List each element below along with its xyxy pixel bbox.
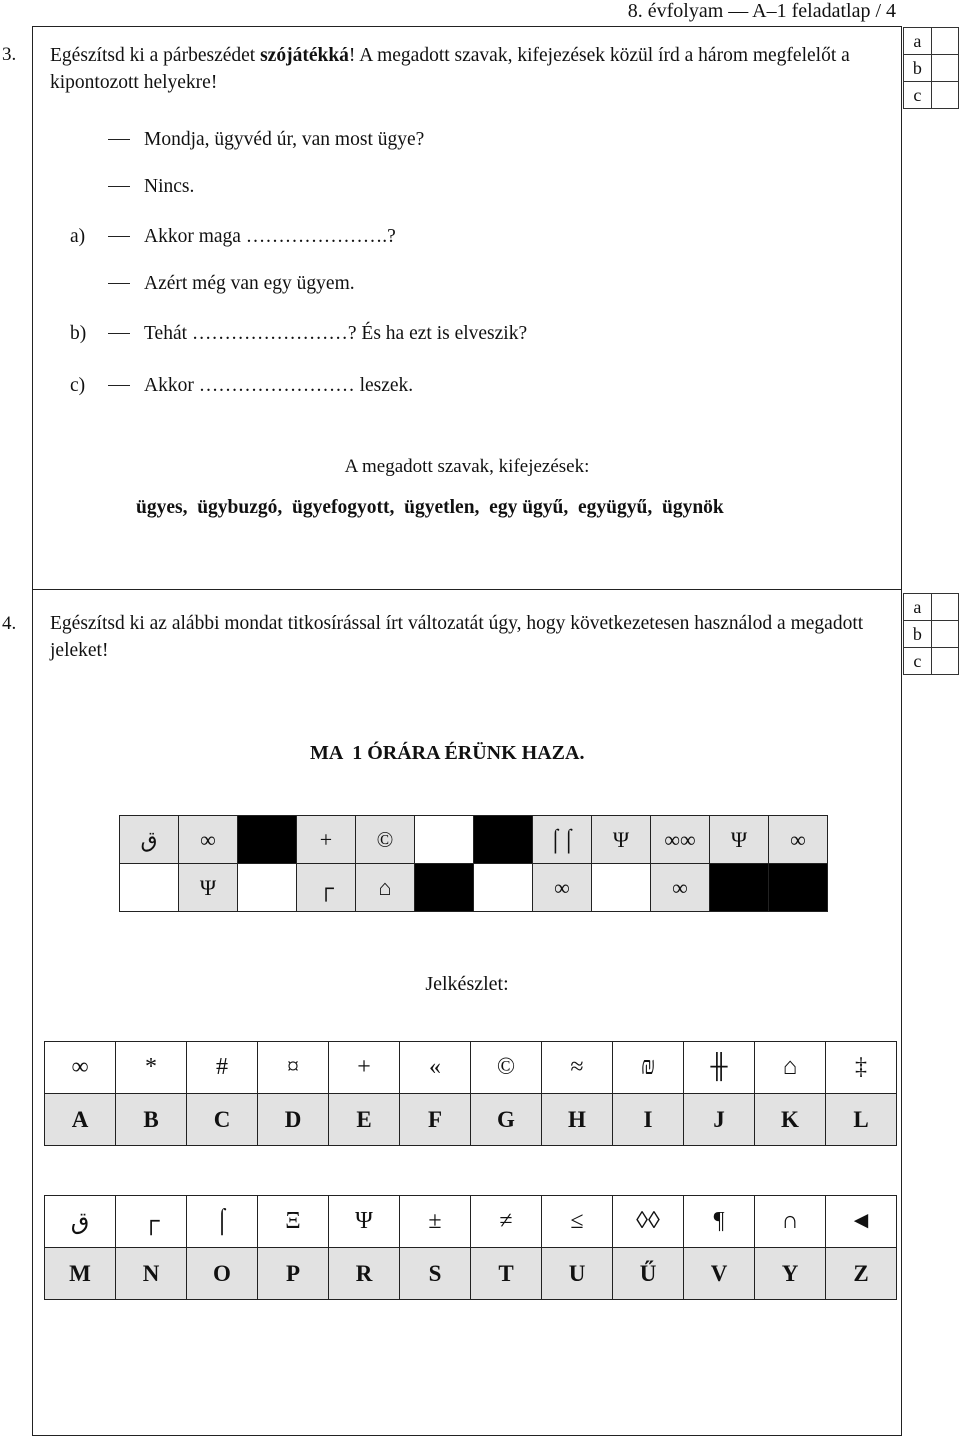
charset-symbol: ₪ [613,1042,684,1094]
dialogue-letter: b) [70,323,87,344]
cipher-cell: Ψ [710,816,769,864]
page-header: 8. évfolyam — A–1 feladatlap / 4 [627,0,896,22]
charset-letter: G [471,1094,542,1146]
charset-letter: I [613,1094,684,1146]
charset-symbol: + [329,1042,400,1094]
charset-symbol: ◊◊ [613,1196,684,1248]
score-table-task4 [903,593,959,675]
plain-sentence: MA 1 ÓRÁRA ÉRÜNK HAZA. [310,742,585,764]
charset-table-1 [44,1041,897,1146]
charset-symbol: * [116,1042,187,1094]
charset-label: Jelkészlet: [425,973,509,995]
score-cell-c[interactable] [931,648,958,675]
score-label-c: c [904,82,932,109]
charset-letter: D [258,1094,329,1146]
task3-instruction-after: ! A megadott szavak, kifejezések közül írd a három megfelelőt a kipontozott helyekre! [50,45,850,93]
cipher-cell: ∞ [769,816,828,864]
dialogue-text: Nincs. [144,176,195,197]
cipher-cell [474,816,533,864]
cipher-blank-cell[interactable] [415,816,474,864]
task-divider [32,589,902,590]
charset-letter: H [542,1094,613,1146]
cipher-cell: + [297,816,356,864]
dialogue-dash [108,385,130,386]
score-cell-b[interactable] [931,621,958,648]
charset-symbol: ‡ [826,1042,897,1094]
dialogue-line [70,226,396,248]
charset-letter: J [684,1094,755,1146]
dialogue-line [70,273,355,295]
charset-symbol: « [400,1042,471,1094]
charset-letter: C [187,1094,258,1146]
charset-symbol: ≤ [542,1196,613,1248]
charset-letter: U [542,1248,613,1300]
charset-letter: L [826,1094,897,1146]
charset-symbol: ╫ [684,1042,755,1094]
cipher-row [120,864,828,912]
charset-symbol: ≠ [471,1196,542,1248]
score-cell-b[interactable] [931,55,958,82]
dialogue-dash [108,139,130,140]
cipher-blank-cell[interactable] [120,864,179,912]
dialogue-line [70,375,413,397]
task4-instruction: Egészítsd ki az alábbi mondat titkosírással írt változatát úgy, hogy következetesen használod a megadott jeleket! [50,613,864,661]
charset-letter: B [116,1094,187,1146]
words-label: A megadott szavak, kifejezések: [344,456,590,477]
dialogue-text[interactable]: Akkor maga ………………….? [144,226,396,247]
dialogue-text[interactable]: Akkor …………………… leszek. [144,375,414,396]
score-cell-a[interactable] [931,594,958,621]
charset-letter-row [45,1248,897,1300]
dialogue-text[interactable]: Tehát ……………………? És ha ezt is elveszik? [144,323,528,344]
dialogue-letter: a) [70,226,86,247]
score-cell-a[interactable] [931,28,958,55]
task4-number: 4. [2,613,17,634]
charset-symbol: ¶ [684,1196,755,1248]
charset-letter: S [400,1248,471,1300]
cipher-cell: ق [120,816,179,864]
cipher-cell: ∞∞ [651,816,710,864]
charset-symbol: ⌂ [755,1042,826,1094]
cipher-row [120,816,828,864]
cipher-cell: ⌠⌠ [533,816,592,864]
dialogue-line [70,176,194,198]
charset-symbol: ⌠ [187,1196,258,1248]
charset-symbol: # [187,1042,258,1094]
charset-symbol: ≈ [542,1042,613,1094]
score-cell-c[interactable] [931,82,958,109]
charset-symbol: ∞ [45,1042,116,1094]
score-label-c: c [904,648,932,675]
cipher-table [119,815,828,912]
dialogue-line [70,323,527,345]
cipher-blank-cell[interactable] [238,864,297,912]
charset-symbol: Ψ [329,1196,400,1248]
cipher-cell: ⌂ [356,864,415,912]
charset-symbol: © [471,1042,542,1094]
dialogue-dash [108,283,130,284]
cipher-cell: ┌ [297,864,356,912]
cipher-cell [769,864,828,912]
charset-letter: A [45,1094,116,1146]
score-label-a: a [904,28,932,55]
cipher-cell: ∞ [651,864,710,912]
dialogue-dash [108,186,130,187]
charset-letter: E [329,1094,400,1146]
charset-symbol: ± [400,1196,471,1248]
task3-instruction-before: Egészítsd ki a párbeszédet [50,45,261,66]
cipher-cell [415,864,474,912]
words-list: ügyes, ügybuzgó, ügyefogyott, ügyetlen, egy ügyű, együgyű, ügynök [136,497,724,518]
charset-letter: K [755,1094,826,1146]
charset-symbol: ق [45,1196,116,1248]
charset-letter: F [400,1094,471,1146]
cipher-cell: © [356,816,415,864]
charset-letter: Z [826,1248,897,1300]
cipher-cell: ∞ [179,816,238,864]
charset-symbol: ∩ [755,1196,826,1248]
score-table-task3 [903,27,959,109]
dialogue-text: Azért még van egy ügyem. [144,273,355,294]
task3-instruction-bold: szójátékká [260,45,349,66]
charset-table-2 [44,1195,897,1300]
charset-symbol: Ξ [258,1196,329,1248]
cipher-cell [710,864,769,912]
charset-letter: P [258,1248,329,1300]
dialogue-letter: c) [70,375,86,396]
cipher-blank-cell[interactable] [474,864,533,912]
cipher-cell [238,816,297,864]
cipher-cell: Ψ [179,864,238,912]
charset-symbol-row [45,1196,897,1248]
charset-letter: Ű [613,1248,684,1300]
dialogue-dash [108,333,130,334]
charset-letter: V [684,1248,755,1300]
dialogue-text: Mondja, ügyvéd úr, van most ügye? [144,129,425,150]
charset-letter: O [187,1248,258,1300]
charset-symbol-row [45,1042,897,1094]
score-label-a: a [904,594,932,621]
score-label-b: b [904,621,932,648]
task3-instruction [50,42,890,96]
charset-symbol: ◄ [826,1196,897,1248]
dialogue-line [70,129,424,151]
charset-letter: T [471,1248,542,1300]
cipher-cell: Ψ [592,816,651,864]
cipher-blank-cell[interactable] [592,864,651,912]
cipher-cell: ∞ [533,864,592,912]
charset-letter: M [45,1248,116,1300]
charset-letter: Y [755,1248,826,1300]
charset-letter-row [45,1094,897,1146]
charset-letter: R [329,1248,400,1300]
charset-letter: N [116,1248,187,1300]
charset-symbol: ¤ [258,1042,329,1094]
score-label-b: b [904,55,932,82]
task3-number: 3. [2,44,17,65]
dialogue-dash [108,236,130,237]
charset-symbol: ┌ [116,1196,187,1248]
